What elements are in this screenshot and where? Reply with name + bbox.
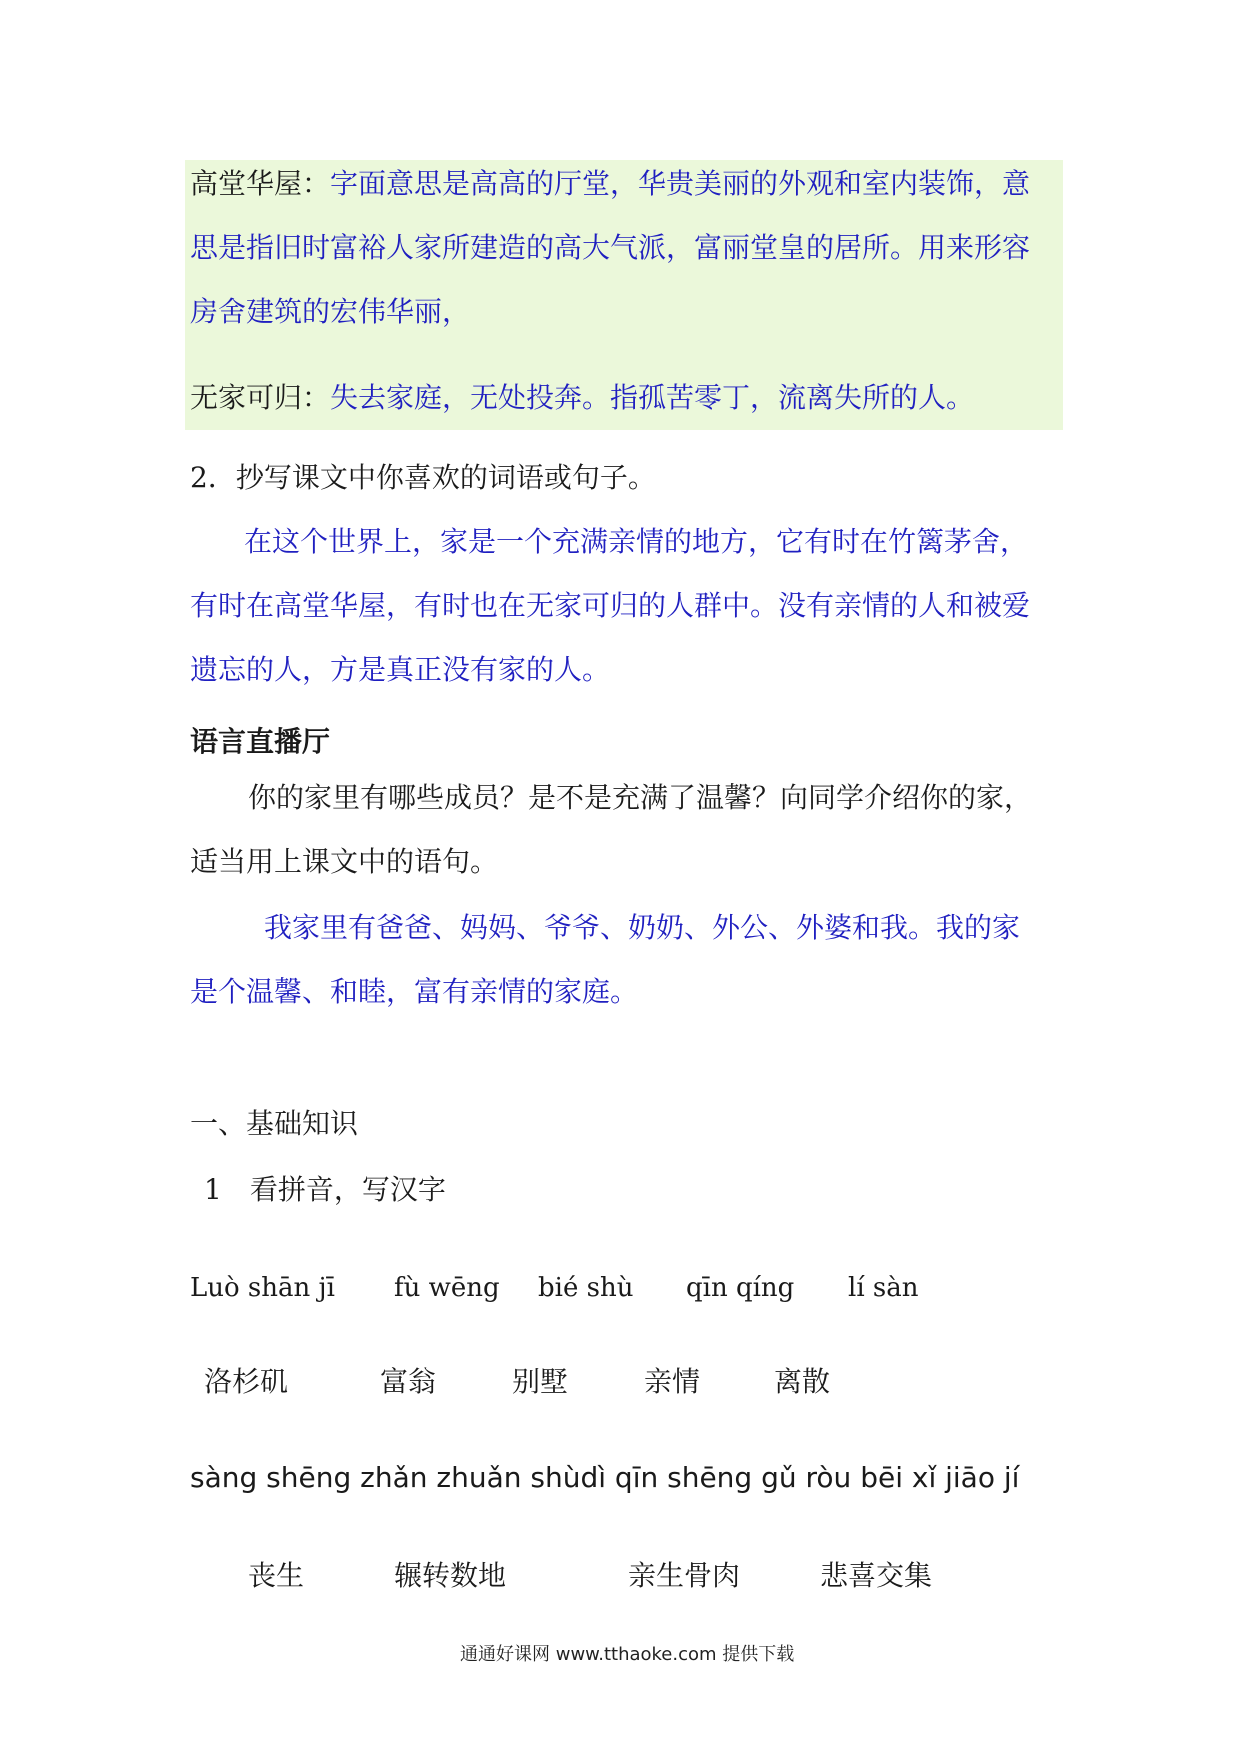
- pinyin-item: fù wēng: [394, 1273, 500, 1303]
- pinyin-item: Luò shān jī: [190, 1273, 335, 1303]
- gaotang-term: 高堂华屋：: [190, 167, 331, 200]
- question2-prompt: 2．抄写课文中你喜欢的词语或句子。: [190, 461, 656, 494]
- basics-task: 1 看拼音，写汉字: [204, 1173, 446, 1206]
- gaotang-definition-line3: 房舍建筑的宏伟华丽，: [190, 295, 471, 328]
- answer-word: 丧生: [248, 1559, 305, 1592]
- pinyin-row2: sàng shēng zhǎn zhuǎn shùdì qīn shēng gǔ ròu bēi xǐ jiāo jí: [190, 1461, 1020, 1494]
- answer-word: 亲情: [644, 1365, 701, 1398]
- live-prompt-line1: 你的家里有哪些成员？是不是充满了温馨？向同学介绍你的家，: [248, 781, 1033, 814]
- answer-word: 辗转数地: [394, 1559, 507, 1592]
- wujia-term: 无家可归：: [190, 381, 331, 414]
- answer-word: 别墅: [512, 1365, 569, 1398]
- question2-answer-line1: 在这个世界上，家是一个充满亲情的地方，它有时在竹篱茅舍，: [244, 525, 1029, 558]
- answer-word: 亲生骨肉: [628, 1559, 741, 1592]
- footer-credit: 通通好课网 www.tthaoke.com 提供下载: [460, 1644, 795, 1665]
- answer-word: 富翁: [380, 1365, 437, 1398]
- gaotang-definition-line2: 思是指旧时富裕人家所建造的高大气派，富丽堂皇的居所。用来形容: [190, 231, 1031, 264]
- question2-answer-line3: 遗忘的人，方是真正没有家的人。: [190, 653, 611, 686]
- gaotang-text-1: 字面意思是高高的厅堂，华贵美丽的外观和室内装饰，意: [330, 167, 1031, 200]
- live-answer-line2: 是个温馨、和睦，富有亲情的家庭。: [190, 975, 639, 1008]
- question2-answer-line2: 有时在高堂华屋，有时也在无家可归的人群中。没有亲情的人和被爱: [190, 589, 1031, 622]
- wujia-definition: [190, 378, 974, 418]
- gaotang-definition-line1: [190, 164, 1030, 204]
- live-section-heading: 语言直播厅: [190, 725, 331, 758]
- answer-word: 悲喜交集: [820, 1559, 933, 1592]
- answer-word: 离散: [774, 1365, 831, 1398]
- pinyin-item: qīn qíng: [686, 1273, 795, 1303]
- answer-word: 洛杉矶: [204, 1365, 289, 1398]
- pinyin-item: lí sàn: [848, 1273, 919, 1303]
- wujia-text: 失去家庭，无处投奔。指孤苦零丁，流离失所的人。: [330, 381, 975, 414]
- live-answer-line1: 我家里有爸爸、妈妈、爷爷、奶奶、外公、外婆和我。我的家: [264, 911, 1021, 944]
- basics-heading: 一、基础知识: [190, 1107, 359, 1140]
- pinyin-item: bié shù: [538, 1273, 634, 1303]
- live-prompt-line2: 适当用上课文中的语句。: [190, 845, 499, 878]
